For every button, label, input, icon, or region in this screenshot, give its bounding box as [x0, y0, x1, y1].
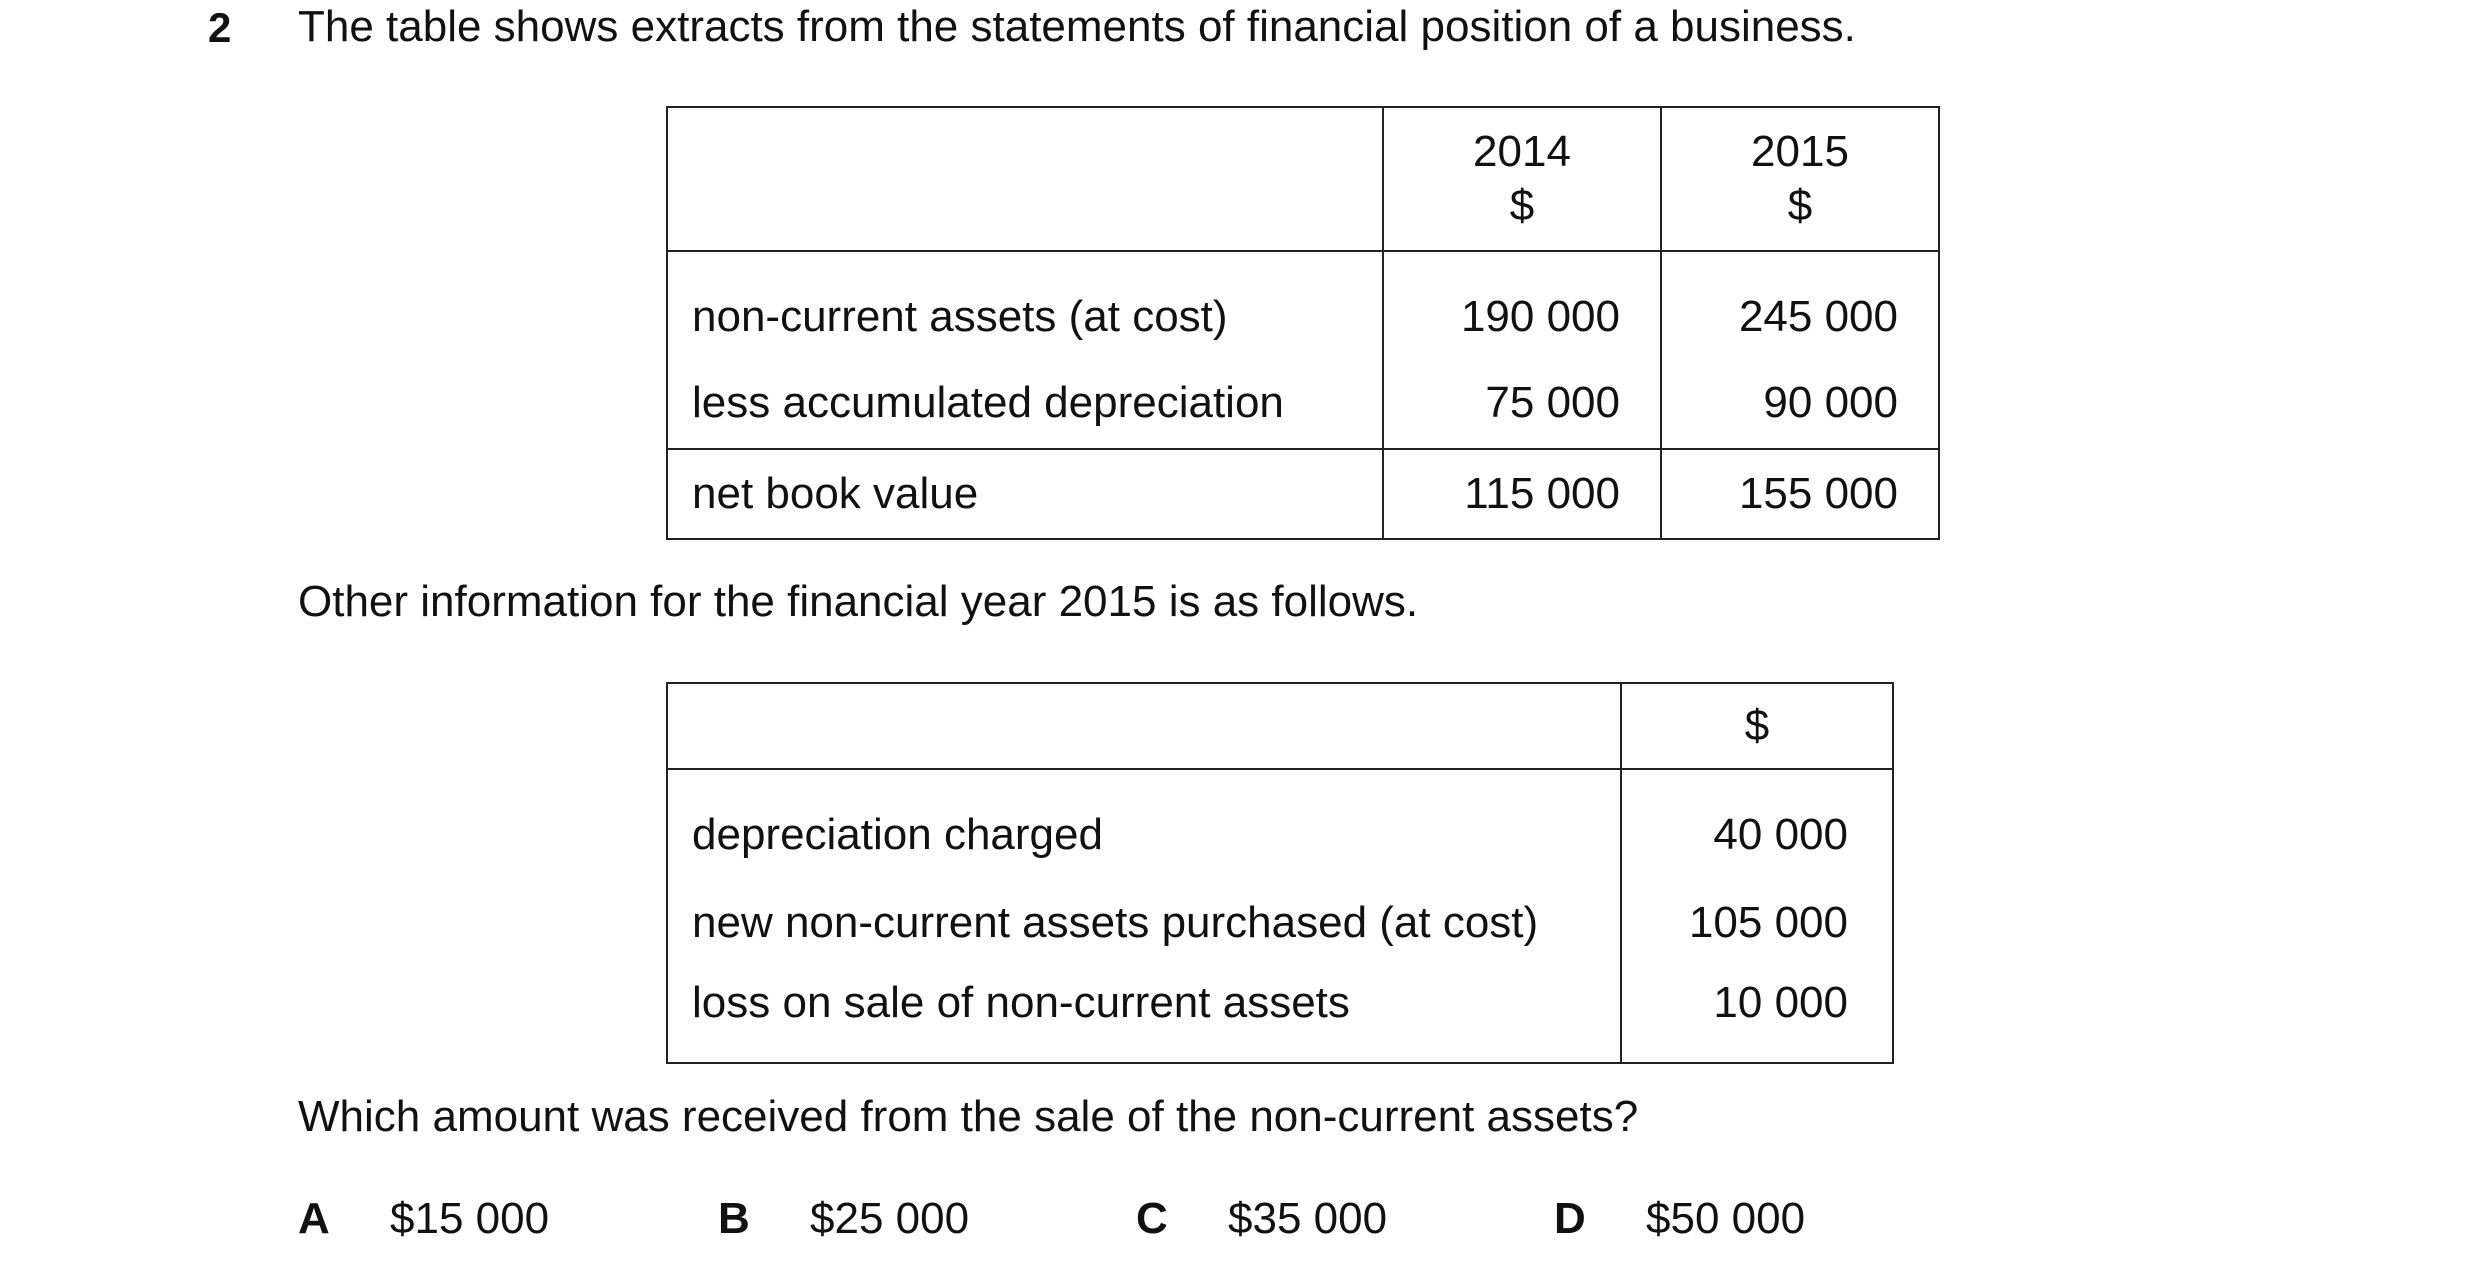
row-label: depreciation charged: [692, 810, 1103, 859]
option-c[interactable]: [1136, 1190, 1387, 1248]
header-blank-cell: [667, 683, 1621, 769]
option-value: $50 000: [1646, 1194, 1806, 1243]
option-value: $35 000: [1228, 1194, 1388, 1243]
other-information-table: [666, 682, 1894, 1064]
value-2014: 115 000: [1383, 449, 1661, 539]
table-row: [667, 769, 1893, 892]
header-unit-2014: $: [1509, 181, 1535, 230]
option-letter: A: [298, 1194, 330, 1243]
table-row: [667, 449, 1939, 539]
header-unit-2015: $: [1787, 181, 1813, 230]
question-prompt: Which amount was received from the sale of the non-current assets?: [298, 1092, 1639, 1141]
row-value: 40 000: [1621, 769, 1893, 892]
header-2015: [1661, 107, 1939, 251]
value-2015: 245 000: [1661, 251, 1939, 374]
option-letter: B: [718, 1194, 750, 1243]
header-blank-cell: [667, 107, 1383, 251]
value-2015: 90 000: [1661, 374, 1939, 449]
value-2014: 190 000: [1383, 251, 1661, 374]
table-header-row: [667, 683, 1893, 769]
question-intro: The table shows extracts from the statements of financial position of a business.: [298, 2, 1856, 51]
table-row: [667, 251, 1939, 374]
header-unit: $: [1621, 683, 1893, 769]
option-d[interactable]: [1554, 1190, 1805, 1248]
table-row: [667, 374, 1939, 449]
option-letter: C: [1136, 1194, 1168, 1243]
option-value: $25 000: [810, 1194, 970, 1243]
header-year-2015: 2015: [1751, 127, 1849, 176]
header-year-2014: 2014: [1473, 127, 1571, 176]
option-a[interactable]: [298, 1190, 549, 1248]
option-b[interactable]: [718, 1190, 969, 1248]
row-value: 105 000: [1621, 892, 1893, 970]
other-information-text: Other information for the financial year 2015 is as follows.: [298, 577, 1419, 626]
row-value: 10 000: [1621, 970, 1893, 1063]
value-2015: 155 000: [1661, 449, 1939, 539]
row-label: non-current assets (at cost): [692, 292, 1228, 341]
header-2014: [1383, 107, 1661, 251]
option-value: $15 000: [390, 1194, 550, 1243]
row-label: less accumulated depreciation: [692, 378, 1284, 427]
value-2014: 75 000: [1383, 374, 1661, 449]
table-row: [667, 970, 1893, 1063]
row-label: net book value: [667, 449, 1383, 539]
table-row: [667, 892, 1893, 970]
row-label: new non-current assets purchased (at cost): [692, 898, 1539, 947]
option-letter: D: [1554, 1194, 1586, 1243]
row-label: loss on sale of non-current assets: [692, 978, 1350, 1027]
question-number: 2: [208, 4, 232, 51]
table-header-row: [667, 107, 1939, 251]
financial-position-table: [666, 106, 1940, 540]
